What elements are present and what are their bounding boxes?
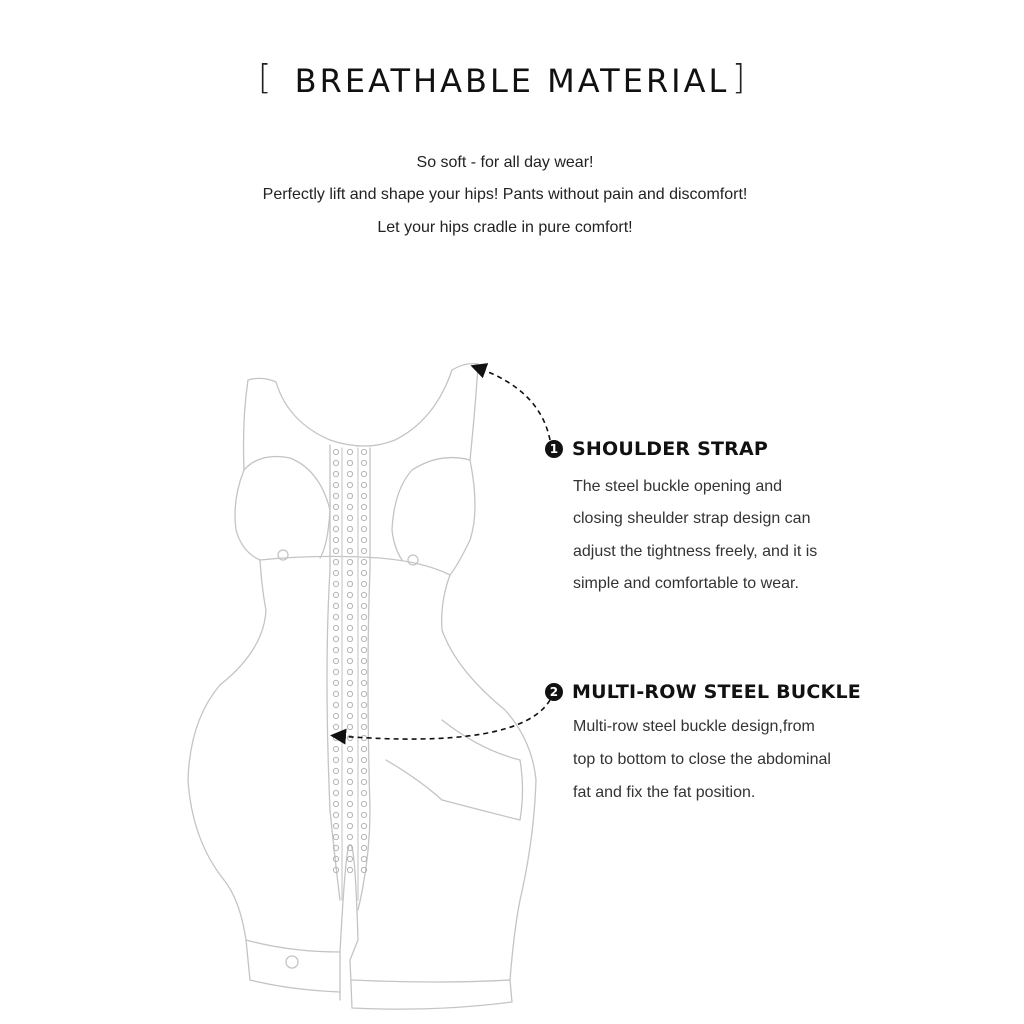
feature-2-title: MULTI-ROW STEEL BUCKLE [572,681,861,703]
shoulder-strap-arrow [478,368,550,440]
feature-1-text-line: The steel buckle opening and [573,478,783,495]
feature-1-text-line: simple and comfortable to wear. [573,575,799,592]
feature-1-heading [545,438,768,460]
page-title: BREATHABLE MATERIAL [294,62,730,100]
feature-1-number-badge: 1 [545,440,563,458]
intro-line-3: Let your hips cradle in pure comfort! [377,219,633,236]
feature-2-text-line: top to bottom to close the abdominal [573,751,831,768]
title-bracket-left: [ [258,58,272,98]
feature-2-text-line: Multi-row steel buckle design,from [573,718,815,735]
intro-line-1: So soft - for all day wear! [416,154,594,171]
feature-1-title: SHOULDER STRAP [572,438,768,460]
steel-buckle-arrow [338,700,550,739]
feature-2-text-line: fat and fix the fat position. [573,784,756,801]
feature-1-text-line: closing sheulder strap design can [573,510,811,527]
intro-line-2: Perfectly lift and shape your hips! Pants without pain and discomfort! [262,186,748,203]
title-bracket-right: ] [732,58,746,98]
feature-1-text-line: adjust the tightness freely, and it is [573,543,818,560]
feature-2-heading [545,681,861,703]
feature-2-number-badge: 2 [545,683,563,701]
